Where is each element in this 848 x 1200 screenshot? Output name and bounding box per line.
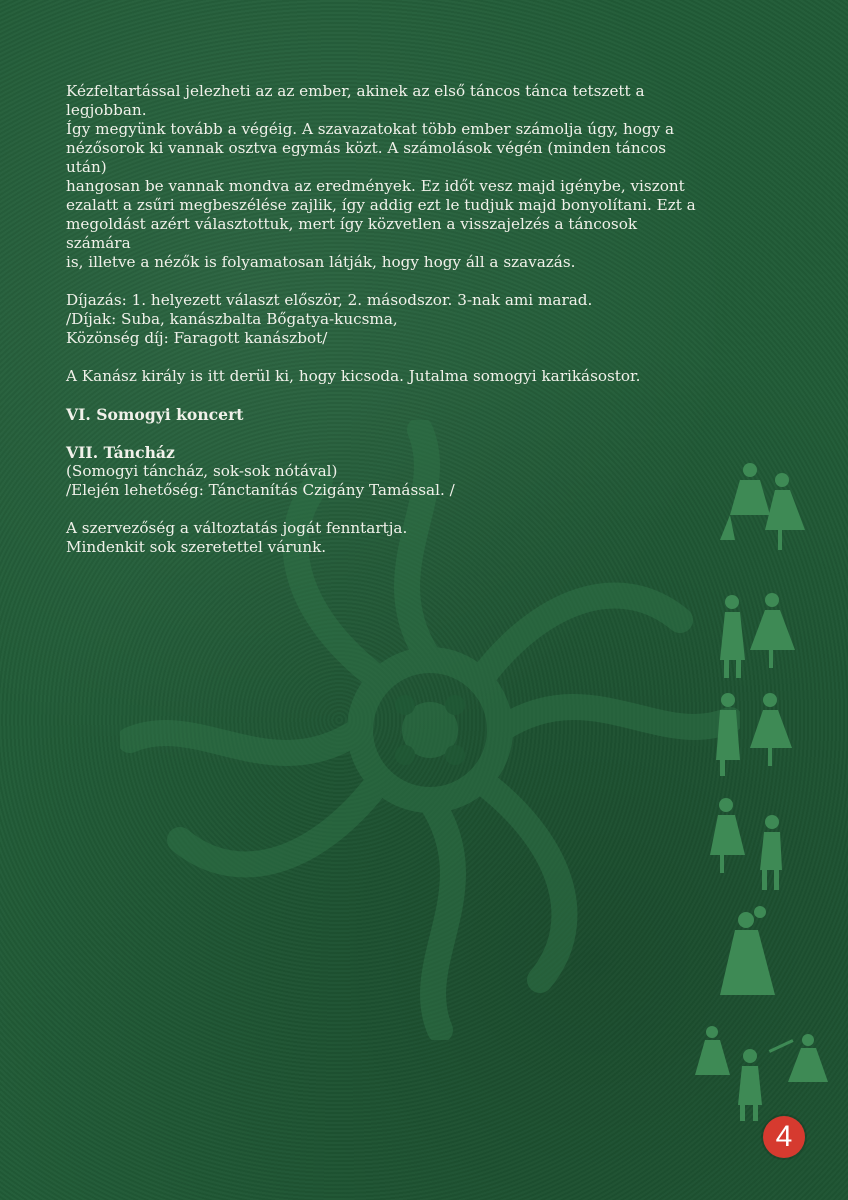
section-6 bbox=[66, 405, 706, 424]
prizes-paragraph bbox=[66, 291, 706, 348]
text-line: nézősorok ki vannak osztva egymás közt. A számolások végén (minden táncos után) bbox=[66, 139, 667, 176]
text-line: /Elején lehetőség: Tánctanítás Czigány Tamással. / bbox=[66, 481, 455, 499]
dancer-silhouettes-illustration bbox=[690, 450, 840, 1130]
text-line: hangosan be vannak mondva az eredmények. Ez időt vesz majd igénybe, viszont bbox=[66, 177, 685, 195]
section-heading: VI. Somogyi koncert bbox=[66, 405, 244, 424]
section-7 bbox=[66, 443, 706, 500]
text-line: (Somogyi táncház, sok-sok nótával) bbox=[66, 462, 338, 480]
text-line: Közönség díj: Faragott kanászbot/ bbox=[66, 329, 328, 347]
text-line: is, illetve a nézők is folyamatosan látják, hogy hogy áll a szavazás. bbox=[66, 253, 576, 271]
text-line: Díjazás: 1. helyezett választ először, 2. másodszor. 3-nak ami marad. bbox=[66, 291, 593, 309]
text-line: A Kanász király is itt derül ki, hogy kicsoda. Jutalma somogyi karikásostor. bbox=[66, 367, 641, 385]
page-number-badge: 4 bbox=[763, 1116, 805, 1158]
text-line: /Díjak: Suba, kanászbalta Bőgatya-kucsma, bbox=[66, 310, 398, 328]
text-line: Így megyünk tovább a végéig. A szavazatokat több ember számolja úgy, hogy a bbox=[66, 120, 675, 138]
text-line: megoldást azért választottuk, mert így közvetlen a visszajelzés a táncosok számára bbox=[66, 215, 638, 252]
text-line: Kézfeltartással jelezheti az az ember, akinek az első táncos tánca tetszett a legjobban. bbox=[66, 82, 645, 119]
text-line: Mindenkit sok szeretettel várunk. bbox=[66, 538, 327, 556]
king-paragraph bbox=[66, 367, 706, 386]
body-text bbox=[66, 82, 706, 576]
voting-paragraph bbox=[66, 82, 706, 272]
text-line: A szervezőség a változtatás jogát fenntartja. bbox=[66, 519, 408, 537]
section-heading: VII. Táncház bbox=[66, 443, 175, 462]
closing-paragraph bbox=[66, 519, 706, 557]
text-line: ezalatt a zsűri megbeszélése zajlik, így addig ezt le tudjuk majd bonyolítani. Ezt a bbox=[66, 196, 696, 214]
